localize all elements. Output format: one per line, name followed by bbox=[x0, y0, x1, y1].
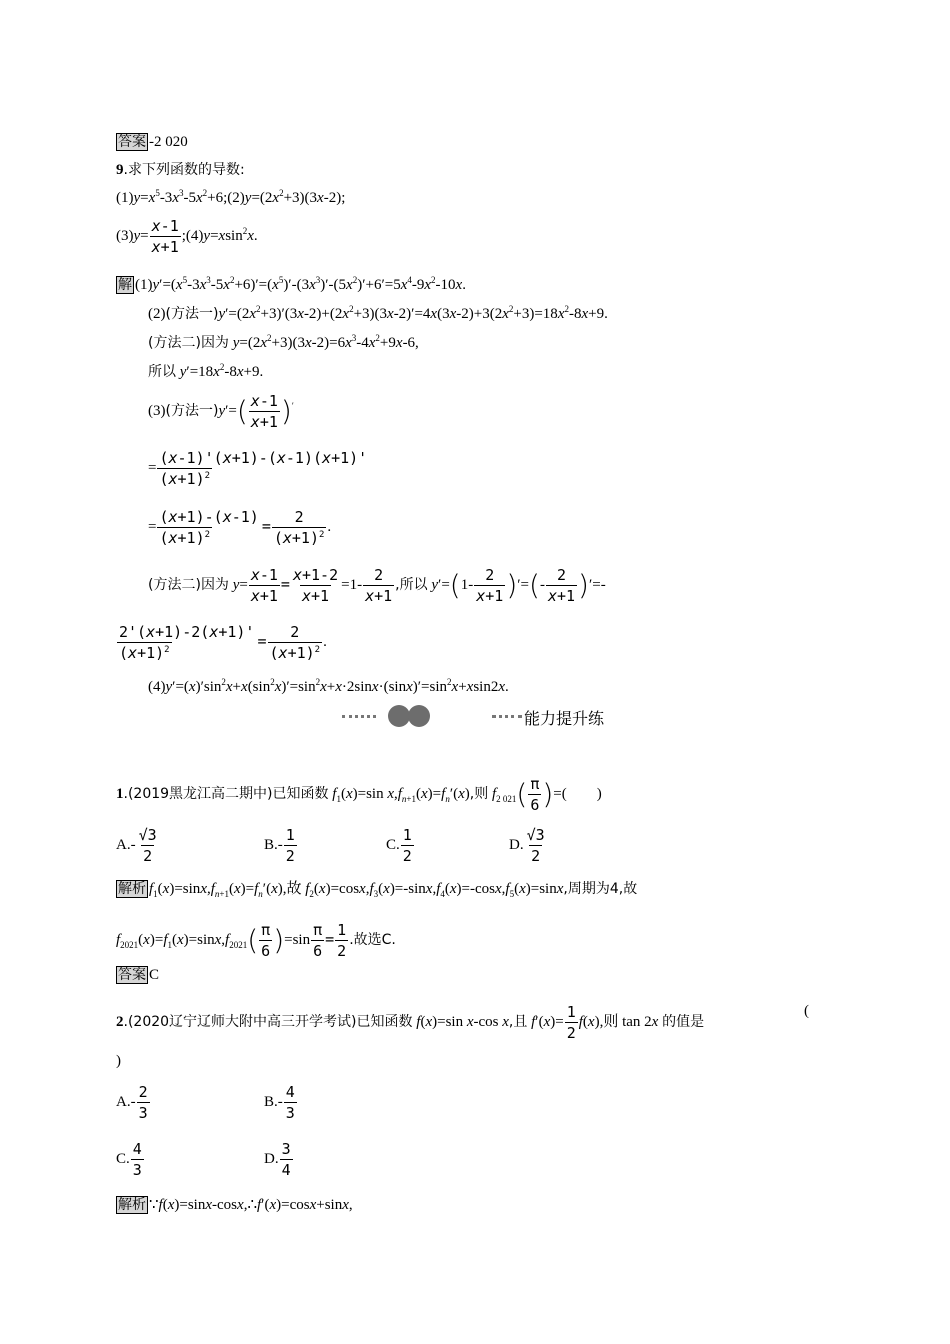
fraction: $\frac{x-1}{x+1}$ bbox=[151, 217, 179, 256]
q9-stem-text: .求下列函数的导数: bbox=[123, 162, 245, 178]
solution-tag: 解 bbox=[118, 277, 132, 293]
q1-option-c[interactable]: C. $\frac{1}{2}$ bbox=[386, 826, 412, 865]
section-dots-left bbox=[342, 715, 376, 718]
q2-options-row2 bbox=[116, 1139, 516, 1183]
q2-stem-close: ) bbox=[116, 1053, 121, 1069]
q1-answer bbox=[116, 966, 159, 984]
analysis-tag: 解析 bbox=[118, 1197, 146, 1213]
q1-option-d[interactable]: D. $\frac{√3}{2}$ bbox=[509, 826, 545, 865]
q1-stem: 1.(2019黑龙江高二期中)已知函数 $f_1(x)=\sin$ $x,f_{n+1}(x)=f_n'(x)$,则 $f_{2 021}$( $\frac{\pi}{6}$ )=( ) bbox=[116, 775, 602, 814]
q2-option-c[interactable]: C. $\frac{4}{3}$ bbox=[116, 1140, 142, 1179]
q1-option-a[interactable]: A.- $\frac{√3}{2}$ bbox=[116, 826, 157, 865]
q9-part-1-2: $(1)y=x^5-3x^3-5x^2+6;(2)y=(2x^2+3)(3x-2)$; bbox=[116, 188, 346, 206]
section-title: 能力提升练 bbox=[524, 709, 605, 728]
q2-analysis: 解析 ∵f(x)=sinx-cosx,∴f′(x)=cosx+sinx, bbox=[118, 1197, 353, 1213]
q9-sol-2-m1: (2)(方法一)$y'=(2x^2+3)'(3x-2)+(2x^2+3)(3x-2)'=4x(3x-2)+3(2x^2+3)=18x^2-8x+9$. bbox=[148, 304, 608, 322]
analysis-tag: 解析 bbox=[118, 881, 146, 897]
q2-stem: 2.(2020辽宁辽师大附中高三开学考试)已知函数 f(x)=sin x-cos x,且 f′(x)= $\frac{1}{2}$ f(x),则 tan 2x 的值是 ( bbox=[116, 1003, 809, 1042]
section-dots-right bbox=[492, 715, 522, 718]
answer-value: C bbox=[149, 967, 160, 983]
q9-sol-3-step1: = $\frac{(x-1)'(x+1)-(x-1)(x+1)'}{(x+1)^2}$ bbox=[148, 449, 368, 488]
q2-option-a[interactable]: A.- $\frac{2}{3}$ bbox=[116, 1083, 148, 1122]
q1-analysis-2: $f_{2021}(x)=f_1(x)=\sin x,f_{2021}$( $\frac{\pi}{6}$ )=sin $\frac{\pi}{6}$ = $\frac{1}{2}$ .故选C. bbox=[116, 921, 396, 960]
prev-answer-line bbox=[116, 133, 188, 151]
q2-options-row1 bbox=[116, 1082, 516, 1126]
section-circle-left bbox=[388, 705, 410, 727]
q9-sol-2-m2b: 所以 $y'=18x^2-8x+9$. bbox=[148, 362, 264, 380]
q9-sol-3-m1: (3)(方法一)y′=( $\frac{x-1}{x+1}$ )′ bbox=[148, 392, 294, 431]
section-header bbox=[340, 704, 620, 730]
q1-option-b[interactable]: B.- $\frac{1}{2}$ bbox=[264, 826, 295, 865]
answer-tag: 答案 bbox=[118, 134, 146, 150]
q2-option-d[interactable]: D. $\frac{3}{4}$ bbox=[264, 1140, 291, 1179]
section-circle-right bbox=[408, 705, 430, 727]
q2-option-b[interactable]: B.- $\frac{4}{3}$ bbox=[264, 1083, 295, 1122]
q9-sol-3-m2-cont: $\frac{2'(x+1)-2(x+1)'}{(x+1)^2}$ = $\frac{2}{(x+1)^2}$ . bbox=[119, 623, 327, 662]
q9-sol-3-m2: (方法二)因为 y= $\frac{x-1}{x+1}$ = $\frac{x+1-2}{x+1}$ =1- $\frac{2}{x+1}$ ,所以 y′=(1- $\frac{2}{x+1}$ )′=(- $\frac{2}{x+1}$ )′=- bbox=[148, 566, 606, 605]
q9-sol-4: $(4)y'=(x)'\sin^2x+x(\sin^2x)'=\sin^2x+x\cdot 2\sin x\cdot(\sin x)'=\sin^2x+xsin2x$. bbox=[148, 677, 509, 695]
q1-analysis-1: 解析 $f_1(x)=\sin x,f_{n+1}(x)=f_n'(x)$,故 $f_2(x)=\cos x,f_3(x)=-\sin x,f_4(x)=-\cos x,f_5(x)=\sin x$,周期为4,故 bbox=[118, 881, 638, 899]
q9-part-3-4: (3)y= $\frac{x-1}{x+1}$ ;(4)y=xsin$^2$x. bbox=[116, 217, 258, 256]
q1-options bbox=[116, 825, 716, 869]
answer-tag: 答案 bbox=[118, 967, 146, 983]
q9-stem bbox=[116, 161, 245, 179]
q9-sol-3-step2: = $\frac{(x+1)-(x-1)}{(x+1)^2}$ = $\frac{2}{(x+1)^2}$ . bbox=[148, 508, 332, 547]
q9-sol-2-m2: (方法二)因为 $y=(2x^2+3)(3x-2)=6x^3-4x^2+9x-6$, bbox=[148, 333, 419, 351]
answer-value: -2 020 bbox=[149, 134, 188, 150]
q9-sol-1: 解 $(1)y'=(x^5-3x^3-5x^2+6)'=(x^5)'-(3x^3)'-(5x^2)'+6'=5x^4-9x^2-10x$. bbox=[118, 275, 466, 293]
q9-number: 9 bbox=[116, 162, 124, 178]
